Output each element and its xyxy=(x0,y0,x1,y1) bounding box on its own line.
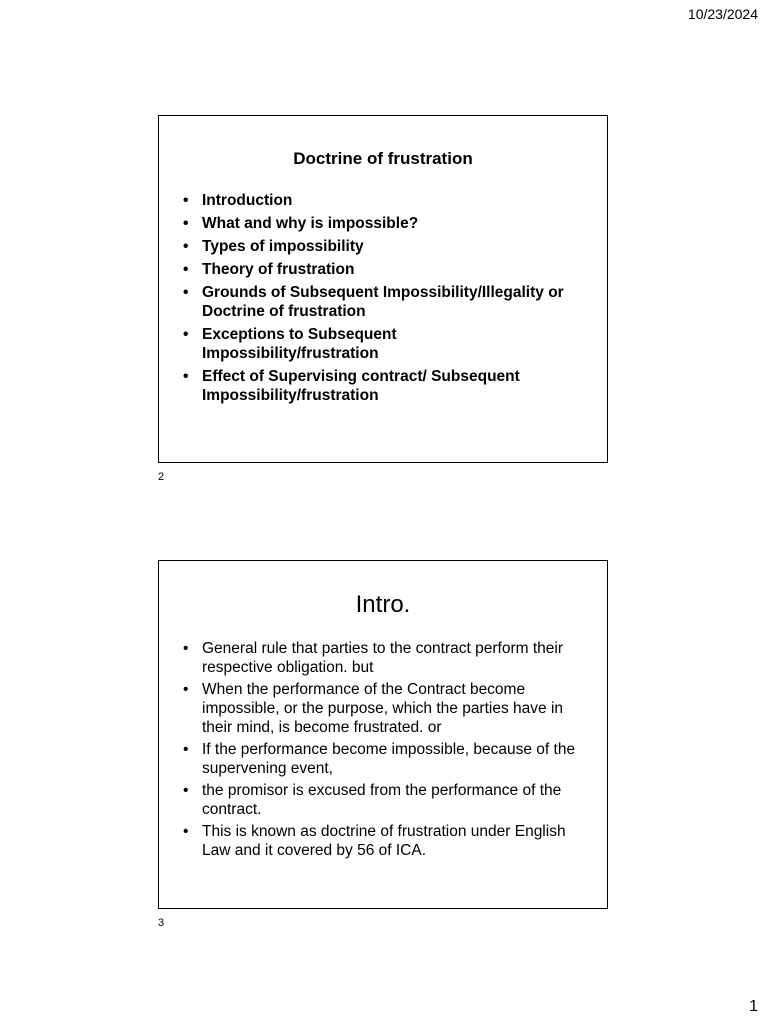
slide-title: Doctrine of frustration xyxy=(293,149,473,168)
bullet-list xyxy=(159,191,607,405)
slide-doctrine-of-frustration xyxy=(158,115,608,463)
bullet-item: • Theory of frustration xyxy=(183,260,577,279)
page-number: 1 xyxy=(749,998,758,1015)
slide-number: 2 xyxy=(158,471,165,483)
bullet-item: • General rule that parties to the contract perform their respective obligation. but xyxy=(183,639,577,677)
bullet-item: • When the performance of the Contract become impossible, or the purpose, which the parties have in their mind, is become frustrated. or xyxy=(183,680,577,737)
bullet-item: • Effect of Supervising contract/ Subsequent Impossibility/frustration xyxy=(183,367,577,405)
bullet-item: • If the performance become impossible, because of the supervening event, xyxy=(183,740,577,778)
bullet-item: • What and why is impossible? xyxy=(183,214,577,233)
slide-intro xyxy=(158,560,608,909)
bullet-item: • Types of impossibility xyxy=(183,237,577,256)
bullet-item: • Grounds of Subsequent Impossibility/Illegality or Doctrine of frustration xyxy=(183,283,577,321)
slide-title: Intro. xyxy=(355,591,411,618)
bullet-item: • the promisor is excused from the performance of the contract. xyxy=(183,781,577,819)
bullet-item: • This is known as doctrine of frustration under English Law and it covered by 56 of ICA. xyxy=(183,822,577,860)
slide-number: 3 xyxy=(158,917,165,929)
bullet-item: • Introduction xyxy=(183,191,577,210)
bullet-item: • Exceptions to Subsequent Impossibility/frustration xyxy=(183,325,577,363)
bullet-list xyxy=(159,639,607,860)
print-date: 10/23/2024 xyxy=(687,6,758,22)
